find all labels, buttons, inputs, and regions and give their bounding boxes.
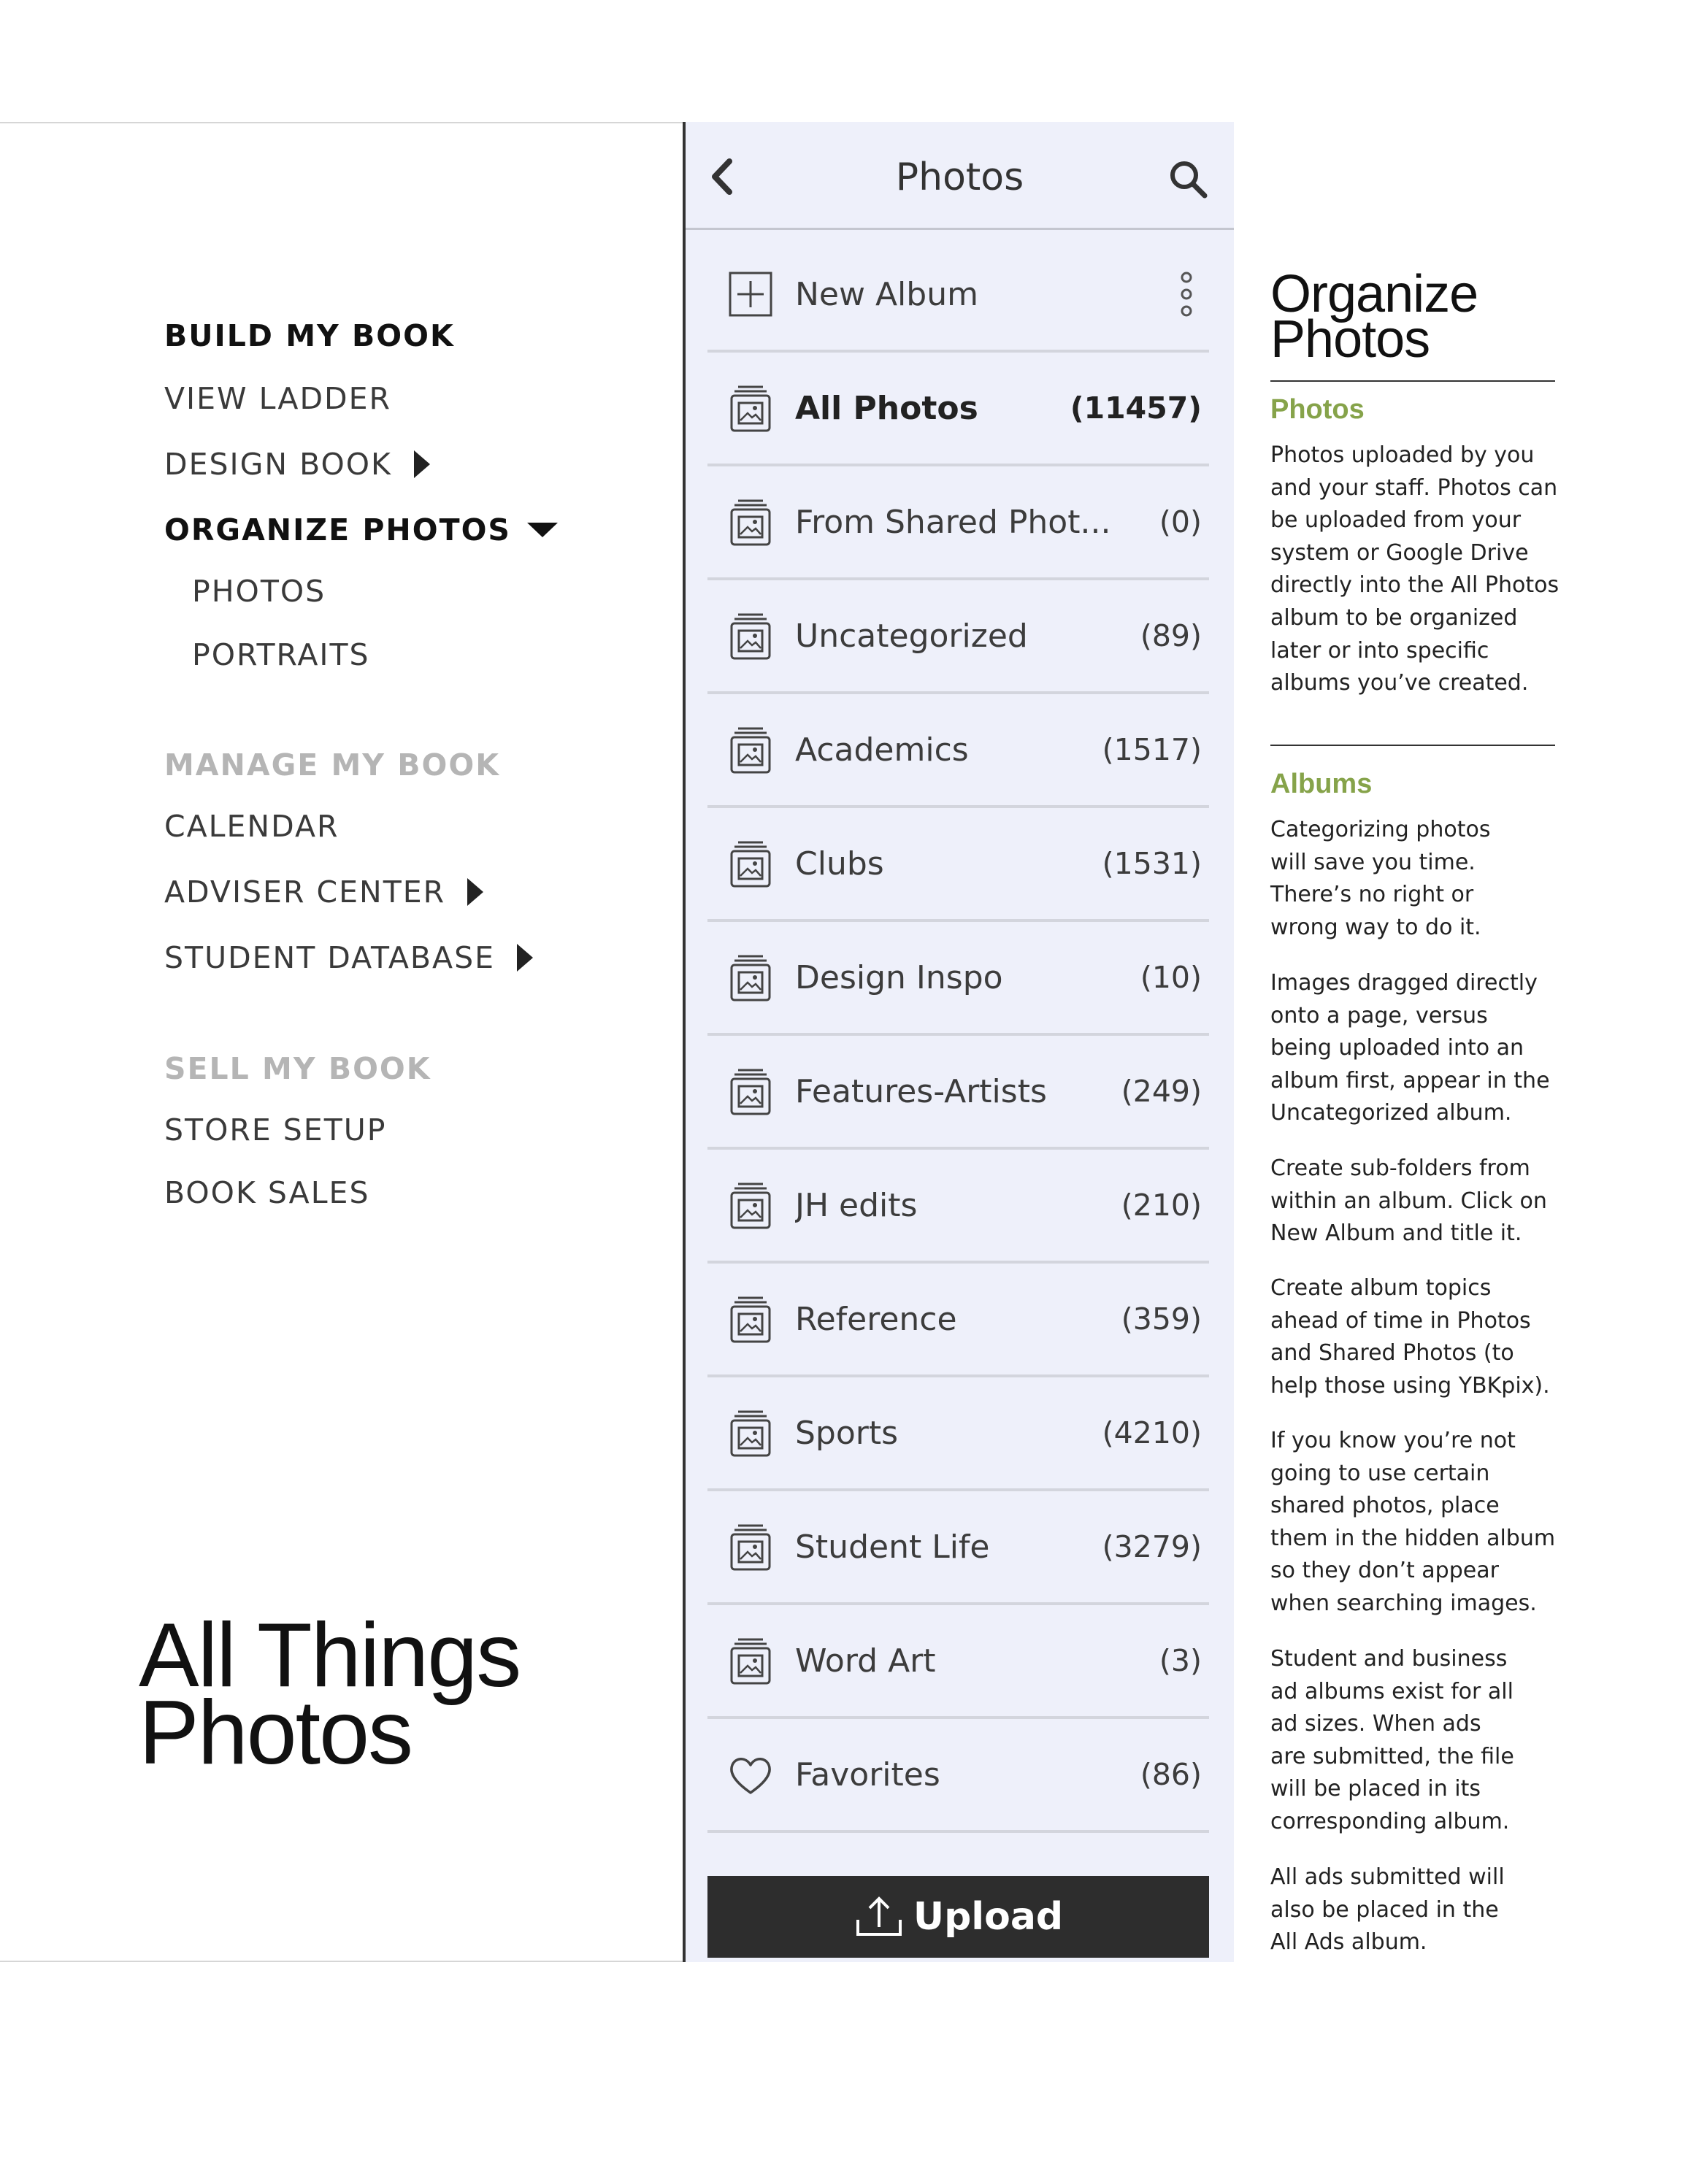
nav-portraits[interactable]: PORTRAITS: [192, 637, 370, 672]
album-row[interactable]: [707, 466, 1209, 580]
nav-heading-manage: MANAGE MY BOOK: [164, 747, 501, 783]
album-count: (249): [1121, 1074, 1202, 1109]
new-album-label: New Album: [795, 275, 978, 313]
more-vertical-icon[interactable]: [1178, 271, 1194, 318]
album-icon: [728, 1635, 773, 1686]
heart-icon: [728, 1749, 773, 1800]
album-icon: [728, 724, 773, 775]
album-row[interactable]: [707, 1264, 1209, 1377]
album-row[interactable]: [707, 922, 1209, 1036]
albums-paragraph: If you know you’re not going to use certain shared photos, place them in the hidden album so they don’t appear when searching images.: [1270, 1428, 1556, 1616]
album-name: Sports: [795, 1414, 899, 1452]
caret-down-icon: [527, 523, 558, 537]
upload-icon: [853, 1895, 905, 1939]
albums-paragraph: Categorizing photos will save you time. There’s no right or wrong way to do it.: [1270, 817, 1491, 940]
albums-paragraph: Create album topics ahead of time in Photos and Shared Photos (to help those using YBKpix).: [1270, 1275, 1550, 1399]
album-name: Word Art: [795, 1642, 936, 1680]
search-icon[interactable]: [1167, 158, 1208, 199]
album-name: Clubs: [795, 845, 884, 883]
album-row[interactable]: [707, 1719, 1209, 1833]
album-row[interactable]: [707, 1036, 1209, 1150]
nav-design-book[interactable]: DESIGN BOOK: [164, 447, 430, 482]
album-row[interactable]: [707, 694, 1209, 808]
section-title: Organize Photos: [1270, 265, 1478, 369]
albums-paragraph: Create sub-folders from within an album. Click on New Album and title it.: [1270, 1156, 1547, 1247]
album-name: JH edits: [795, 1186, 918, 1224]
panel-title: Photos: [895, 155, 1024, 199]
nav-adviser-center[interactable]: ADVISER CENTER: [164, 874, 483, 910]
album-count: (210): [1121, 1188, 1202, 1223]
album-count: (89): [1140, 618, 1202, 653]
album-name: Student Life: [795, 1528, 990, 1566]
album-name: Features-Artists: [795, 1072, 1047, 1110]
caret-right-icon: [517, 944, 533, 972]
page-title: All Things Photos: [139, 1605, 521, 1783]
photos-panel: [683, 122, 1234, 1962]
album-icon: [728, 496, 773, 547]
new-album-row[interactable]: [707, 239, 1209, 353]
album-name: Uncategorized: [795, 617, 1028, 655]
album-row[interactable]: [707, 1491, 1209, 1605]
nav-view-ladder[interactable]: VIEW LADDER: [164, 381, 391, 416]
album-row[interactable]: [707, 808, 1209, 922]
nav-build-my-book[interactable]: BUILD MY BOOK: [164, 318, 455, 353]
album-count: (10): [1140, 960, 1202, 995]
album-count: (4210): [1102, 1415, 1202, 1450]
album-row[interactable]: [707, 580, 1209, 694]
album-icon: [728, 952, 773, 1003]
nav-store-setup[interactable]: STORE SETUP: [164, 1112, 387, 1147]
album-count: (1531): [1102, 846, 1202, 881]
album-name: Reference: [795, 1300, 957, 1338]
nav-calendar[interactable]: CALENDAR: [164, 809, 339, 844]
albums-paragraph: Student and business ad albums exist for all ad sizes. When ads are submitted, the file will be placed in its corresponding album.: [1270, 1646, 1514, 1834]
upload-label: Upload: [913, 1895, 1064, 1939]
upload-button[interactable]: [707, 1876, 1209, 1958]
divider: [1270, 745, 1555, 746]
album-icon: [728, 1066, 773, 1117]
album-row[interactable]: [707, 353, 1209, 466]
album-name: Design Inspo: [795, 958, 1003, 996]
nav-book-sales[interactable]: BOOK SALES: [164, 1175, 370, 1210]
caret-right-icon: [414, 450, 430, 478]
album-count: (3): [1159, 1643, 1202, 1678]
divider: [1270, 380, 1555, 382]
nav-organize-photos[interactable]: ORGANIZE PHOTOS: [164, 512, 558, 547]
photos-body: Photos uploaded by you and your staff. Photos can be uploaded from your system or Google Drive directly into the All Photos album to be organized later or into specific albums you’ve created.: [1270, 442, 1560, 696]
album-name: From Shared Phot...: [795, 503, 1111, 541]
album-row[interactable]: [707, 1605, 1209, 1719]
albums-heading: Albums: [1270, 769, 1373, 799]
album-count: (86): [1140, 1757, 1202, 1792]
album-count: (1517): [1102, 732, 1202, 767]
plus-square-icon: [728, 269, 773, 320]
album-list: [707, 239, 1209, 1833]
album-icon: [728, 382, 773, 434]
album-count: (0): [1159, 504, 1202, 539]
album-name: Academics: [795, 731, 969, 769]
album-row[interactable]: [707, 1150, 1209, 1264]
caret-right-icon: [467, 878, 483, 906]
album-icon: [728, 1293, 773, 1345]
album-icon: [728, 838, 773, 889]
album-icon: [728, 610, 773, 661]
photos-heading: Photos: [1270, 394, 1365, 425]
albums-paragraph: All ads submitted will also be placed in the All Ads album.: [1270, 1864, 1505, 1956]
nav-student-database[interactable]: STUDENT DATABASE: [164, 940, 533, 975]
album-icon: [728, 1180, 773, 1231]
album-icon: [728, 1407, 773, 1458]
nav-photos[interactable]: PHOTOS: [192, 574, 326, 609]
album-count: (3279): [1102, 1529, 1202, 1564]
album-name: Favorites: [795, 1756, 940, 1793]
albums-paragraph: Images dragged directly onto a page, versus being uploaded into an album first, appear in the Uncategorized album.: [1270, 970, 1550, 1126]
album-count: (11457): [1070, 391, 1202, 426]
panel-header: [686, 122, 1234, 230]
album-count: (359): [1121, 1301, 1202, 1337]
nav-heading-sell: SELL MY BOOK: [164, 1051, 431, 1086]
album-name: All Photos: [795, 389, 978, 427]
album-row[interactable]: [707, 1377, 1209, 1491]
album-icon: [728, 1521, 773, 1572]
